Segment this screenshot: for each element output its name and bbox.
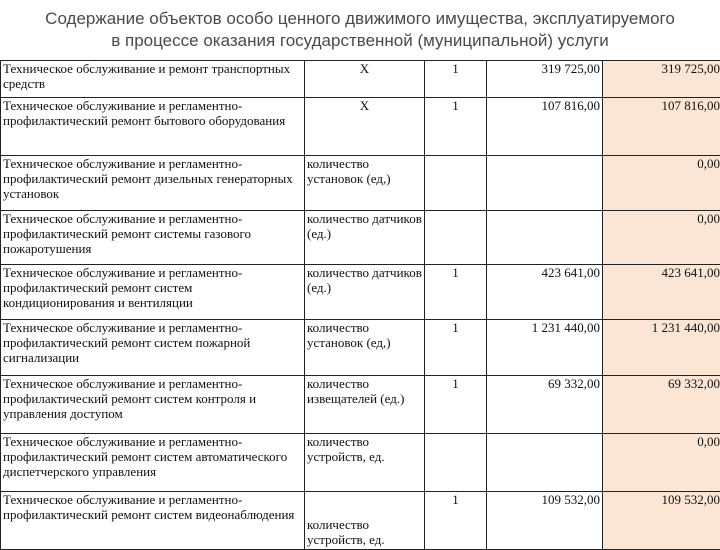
- row-qty-cell: 1: [425, 61, 487, 98]
- row-total-cell: 0,00: [603, 434, 720, 492]
- row-total-cell: 107 816,00: [603, 98, 720, 156]
- property-table: [0, 60, 720, 550]
- row-price-cell: 69 332,00: [487, 376, 603, 434]
- row-unit-cell: количество датчиков (ед.): [305, 211, 425, 265]
- row-name-cell: Техническое обслуживание и ремонт транспортных средств: [1, 61, 305, 98]
- row-name-cell: Техническое обслуживание и регламентно-профилактический ремонт системы газового пожаротушения: [1, 211, 305, 265]
- row-total-cell: 69 332,00: [603, 376, 720, 434]
- row-qty-cell: 1: [425, 492, 487, 550]
- row-price-cell: 1 231 440,00: [487, 320, 603, 376]
- row-qty-cell: 1: [425, 320, 487, 376]
- row-unit-cell: количество извещателей (ед.): [305, 376, 425, 434]
- row-name-cell: Техническое обслуживание и регламентно-профилактический ремонт систем контроля и управления доступом: [1, 376, 305, 434]
- title-line-2: в процессе оказания государственной (муниципальной) услуги: [0, 30, 720, 52]
- row-total-cell: 109 532,00: [603, 492, 720, 550]
- row-unit-cell: [305, 98, 425, 156]
- page-title: [0, 8, 720, 52]
- row-name-cell: Техническое обслуживание и регламентно-профилактический ремонт систем пожарной сигнализации: [1, 320, 305, 376]
- row-total-cell: 423 641,00: [603, 265, 720, 320]
- table-row: [1, 320, 720, 376]
- row-total-cell: 0,00: [603, 211, 720, 265]
- row-unit-cell: количество устройств, ед.: [305, 492, 425, 550]
- row-name-cell: Техническое обслуживание и регламентно-профилактический ремонт систем автоматического диспетчерского управления: [1, 434, 305, 492]
- row-price-cell: [487, 156, 603, 211]
- table-row: [1, 156, 720, 211]
- row-price-cell: 423 641,00: [487, 265, 603, 320]
- row-price-cell: [487, 434, 603, 492]
- row-qty-cell: 1: [425, 376, 487, 434]
- row-qty-cell: [425, 434, 487, 492]
- row-name-cell: Техническое обслуживание и регламентно-профилактический ремонт систем кондиционирования и вентиляции: [1, 265, 305, 320]
- table-row: [1, 98, 720, 156]
- row-unit-cell: количество устройств, ед.: [305, 434, 425, 492]
- row-unit-cell: количество датчиков (ед.): [305, 265, 425, 320]
- row-qty-cell: 1: [425, 265, 487, 320]
- table-row: [1, 265, 720, 320]
- table-row: [1, 211, 720, 265]
- row-total-cell: 0,00: [603, 156, 720, 211]
- row-price-cell: [487, 211, 603, 265]
- table-row: [1, 61, 720, 98]
- title-line-1: Содержание объектов особо ценного движимого имущества, эксплуатируемого: [0, 8, 720, 30]
- row-name-cell: Техническое обслуживание и регламентно-профилактический ремонт дизельных генераторных установок: [1, 156, 305, 211]
- row-total-cell: 319 725,00: [603, 61, 720, 98]
- row-unit-text: Х: [307, 61, 422, 79]
- table-row: [1, 376, 720, 434]
- row-unit-cell: [305, 61, 425, 98]
- row-name-cell: Техническое обслуживание и регламентно-профилактический ремонт систем видеонаблюдения: [1, 492, 305, 550]
- row-price-cell: 109 532,00: [487, 492, 603, 550]
- row-unit-text: Х: [307, 98, 422, 116]
- row-unit-cell: количество установок (ед,): [305, 156, 425, 211]
- row-price-cell: 319 725,00: [487, 61, 603, 98]
- row-qty-cell: [425, 156, 487, 211]
- table-row: [1, 434, 720, 492]
- row-unit-cell: количество установок (ед,): [305, 320, 425, 376]
- table-row: [1, 492, 720, 550]
- row-total-cell: 1 231 440,00: [603, 320, 720, 376]
- row-price-cell: 107 816,00: [487, 98, 603, 156]
- row-name-cell: Техническое обслуживание и регламентно-профилактический ремонт бытового оборудования: [1, 98, 305, 156]
- row-qty-cell: [425, 211, 487, 265]
- row-qty-cell: 1: [425, 98, 487, 156]
